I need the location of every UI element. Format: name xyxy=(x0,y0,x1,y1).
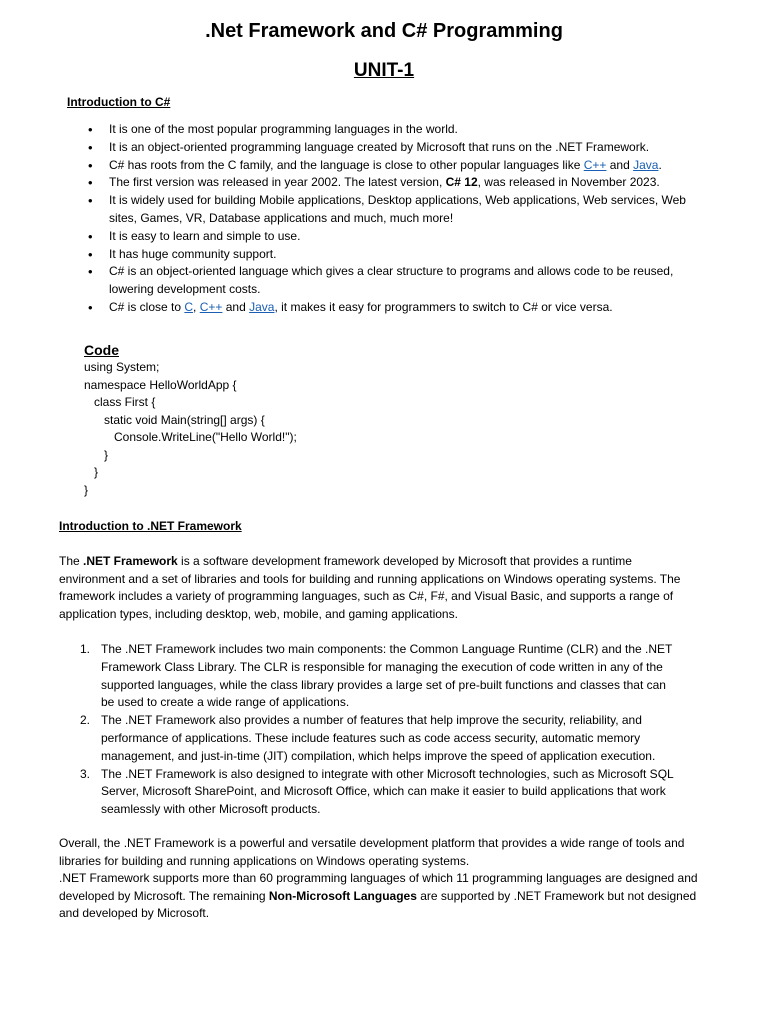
numbered-item xyxy=(80,766,680,819)
code-line: } xyxy=(84,465,99,479)
text-run: It is easy to learn and simple to use. xyxy=(109,228,301,243)
text-run: It has huge community support. xyxy=(109,246,277,261)
code-heading: Code xyxy=(84,342,119,358)
text-run: The first version was released in year 2002. The latest version, xyxy=(109,175,446,190)
text-run: It is one of the most popular programming languages in the world. xyxy=(109,122,458,136)
text-run: C# has roots from the C family, and the language is close to other popular languages like xyxy=(109,157,584,172)
numbered-item xyxy=(80,641,680,712)
unit-heading: UNIT-1 xyxy=(353,60,415,81)
item-number: 2. xyxy=(80,713,91,728)
bullet-item xyxy=(88,228,698,246)
net-summary-paragraph xyxy=(59,835,699,923)
item-text: The .NET Framework is also designed to integrate with other Microsoft technologies, such as Microsoft SQL Server, Microsoft SharePoint, and Microsoft Office, which can make it easier to build applications that work seamlessly with other Microsoft products. xyxy=(101,766,674,817)
text-run: C# is an object-oriented language which gives a clear structure to programs and allows code to be reused, lowering development costs. xyxy=(109,264,674,297)
item-text: The .NET Framework also provides a number of features that help improve the security, reliability, and performance of applications. These include features such as code access security, automatic memory management, and just-in-time (JIT) compilation, which helps improve the speed of application execution. xyxy=(101,713,656,763)
item-number: 1. xyxy=(80,642,91,656)
hyperlink[interactable]: C++ xyxy=(583,157,607,172)
text-run: It is widely used for building Mobile applications, Desktop applications, Web applications, Web services, Web sites, Games, VR, Database applications and much, much more! xyxy=(109,193,686,225)
bullet-item xyxy=(88,263,698,299)
code-line: Console.WriteLine("Hello World!"); xyxy=(84,430,297,444)
net-numbered-list xyxy=(80,641,680,819)
code-line: static void Main(string[] args) { xyxy=(84,412,265,427)
bullet-item xyxy=(88,246,698,264)
numbered-item xyxy=(80,712,680,765)
code-line: namespace HelloWorldApp { xyxy=(84,377,237,392)
text-run: . xyxy=(658,157,662,172)
bullet-item xyxy=(88,121,698,139)
text-run: The xyxy=(59,554,84,568)
text-run: C# is close to xyxy=(109,299,185,314)
net-intro-paragraph xyxy=(59,553,699,623)
bullet-item xyxy=(88,157,698,175)
bullet-item xyxy=(88,139,698,157)
text-run: are supported by .NET Framework but not designed and developed by Microsoft. xyxy=(59,888,697,921)
bold-text: .NET Framework xyxy=(83,554,178,568)
code-line: using System; xyxy=(84,360,160,374)
bullet-item xyxy=(88,192,698,228)
hyperlink[interactable]: C xyxy=(184,299,194,314)
item-number: 3. xyxy=(80,766,91,781)
text-run: , was released in November 2023. xyxy=(477,175,660,190)
text-run: and xyxy=(222,299,250,314)
text-run: It is an object-oriented programming language created by Microsoft that runs on the .NET Framework. xyxy=(109,139,650,154)
text-run: and xyxy=(606,157,634,172)
item-text: The .NET Framework includes two main components: the Common Language Runtime (CLR) and the .NET Framework Class Library. The CLR is responsible for managing the execution of code written in any of the supported languages, while the class library provides a large set of pre-built functions and classes that can be used to create a wide range of applications. xyxy=(101,642,673,710)
bullet-item xyxy=(88,299,698,317)
code-line: class First { xyxy=(84,395,156,409)
text-run: is a software development framework developed by Microsoft that provides a runtime environment and a set of libraries and tools for building and running applications on Windows operating systems. The framework includes a variety of programming languages, such as C#, F#, and Visual Basic, and supports a range of application types, including desktop, web, mobile, and gaming applications. xyxy=(59,554,681,621)
intro-csharp-heading: Introduction to C# xyxy=(67,95,171,109)
bold-text: C# 12 xyxy=(445,175,478,190)
hyperlink[interactable]: C++ xyxy=(199,299,223,314)
code-line: } xyxy=(84,482,89,497)
csharp-bullet-list xyxy=(88,121,698,317)
text-run: , xyxy=(193,299,200,314)
hyperlink[interactable]: Java xyxy=(633,157,659,172)
document-title: .Net Framework and C# Programming xyxy=(205,20,563,42)
intro-net-heading: Introduction to .NET Framework xyxy=(59,519,242,533)
hyperlink[interactable]: Java xyxy=(249,299,275,314)
text-run: Overall, the .NET Framework is a powerful and versatile development platform that provides a wide range of tools and libraries for building and running applications on Windows operating systems. xyxy=(59,836,685,868)
code-line: } xyxy=(84,447,109,462)
text-run: , it makes it easy for programmers to switch to C# or vice versa. xyxy=(274,299,613,314)
bold-text: Non-Microsoft Languages xyxy=(268,888,417,903)
text-run: .NET Framework supports more than 60 programming languages of which 11 programming languages are designed and developed by Microsoft. The remaining xyxy=(59,871,698,903)
bullet-item xyxy=(88,174,698,192)
code-block xyxy=(84,359,297,499)
